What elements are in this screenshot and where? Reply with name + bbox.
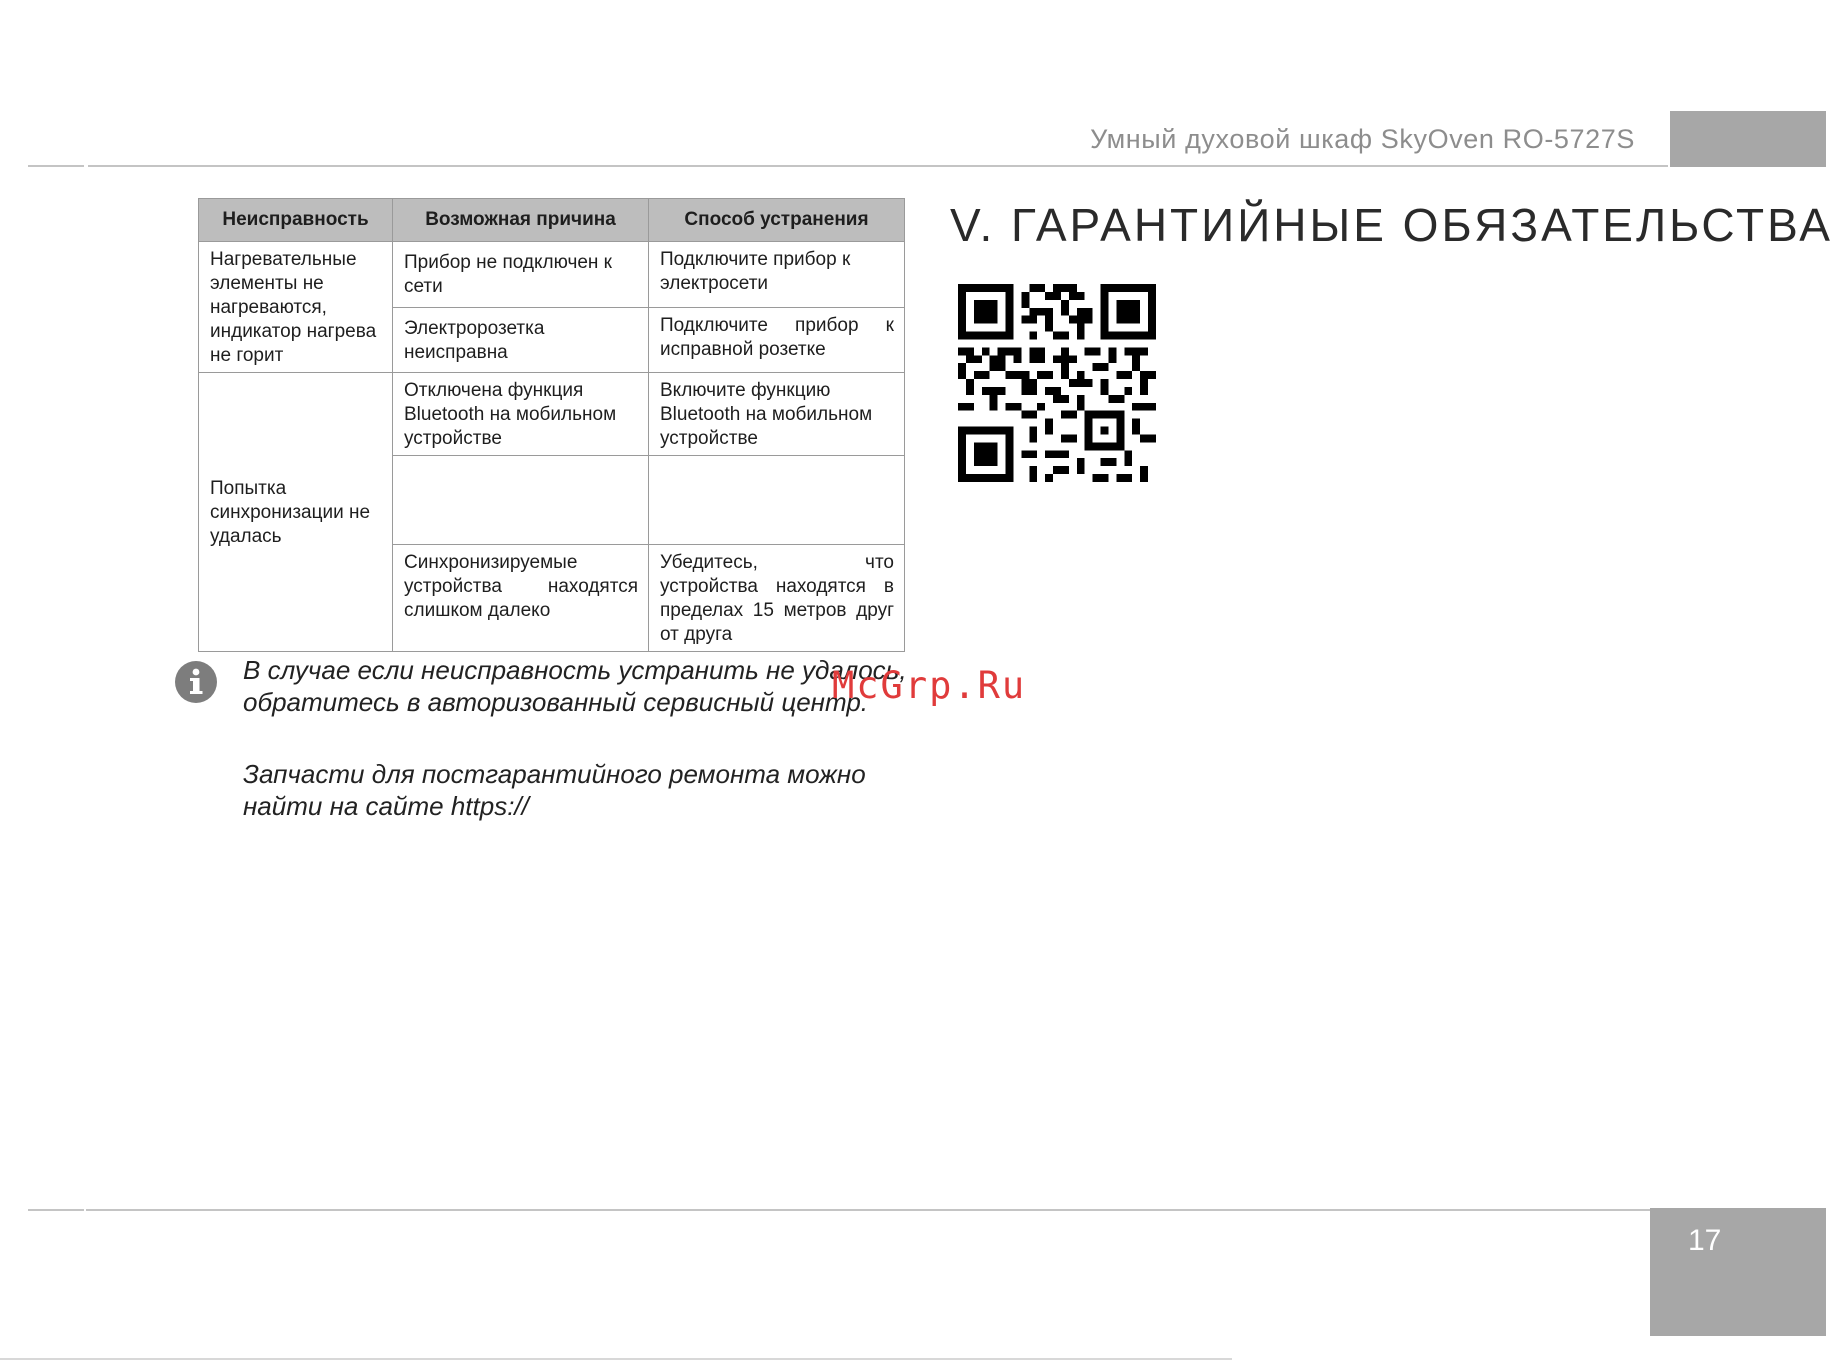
fault-cell: Нагревательные элементы не нагреваются, индикатор нагрева не горит [199,242,393,373]
cause-cell: Отключена функция Bluetooth на мобильном устройстве [393,373,649,456]
footer-rule [86,1209,1651,1211]
cause-cell: Электророзетка неисправна [393,307,649,373]
header-rule-left [28,165,84,167]
column-header-solution: Способ устранения [649,199,905,242]
spare-parts-note: Запчасти для постгарантийного ремонта можно найти на сайте https:// [243,759,866,821]
cause-cell: Синхронизируемые устройства находятся слишком далеко [393,545,649,652]
table-row [199,373,905,456]
table-row [199,242,905,308]
troubleshooting-table [198,198,904,652]
info-icon [174,660,218,704]
footer-rule-left [28,1209,84,1211]
solution-cell: Включите функцию Bluetooth на мобильном устройстве [649,373,905,456]
document-title: Умный духовой шкаф SkyOven RO-5727S [1090,124,1635,154]
table-header-row [199,199,905,242]
qr-code [958,284,1156,482]
column-header-cause: Возможная причина [393,199,649,242]
header-rule [88,165,1668,167]
cause-cell [393,456,649,545]
solution-cell [649,456,905,545]
watermark: McGrp.Ru [832,664,1027,707]
solution-cell: Подключите прибор к исправной розетке [649,307,905,373]
page-number: 17 [1688,1224,1722,1257]
solution-cell: Убедитесь, что устройства находятся в пределах 15 метров друг от друга [649,545,905,652]
service-note: В случае если неисправность устранить не удалось, обратитесь в авторизованный сервисный центр. [243,655,907,717]
page-number-block [1650,1208,1826,1336]
fault-cell: Попытка синхронизации не удалась [199,373,393,652]
solution-cell: Подключите прибор к электросети [649,242,905,308]
section-title: V. ГАРАНТИЙНЫЕ ОБЯЗАТЕЛЬСТВА [950,199,1833,251]
cause-cell: Прибор не подключен к сети [393,242,649,308]
column-header-fault: Неисправность [199,199,393,242]
header-gray-block [1670,111,1826,167]
